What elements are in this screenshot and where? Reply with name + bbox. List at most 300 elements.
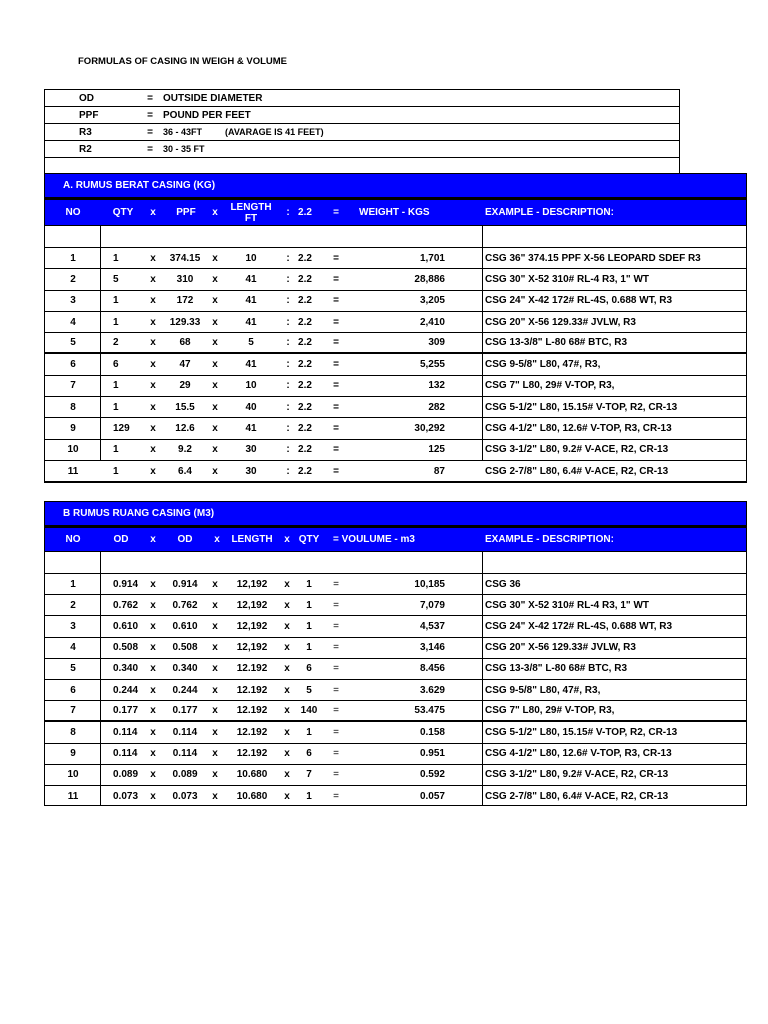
definition-equals: = xyxy=(147,126,153,138)
row-colon: : xyxy=(286,423,290,435)
row-description: CSG 36" 374.15 PPF X-56 LEOPARD SDEF R3 xyxy=(485,252,701,264)
row-x: x xyxy=(150,663,156,675)
row-x: x xyxy=(150,726,156,738)
row-description: CSG 9-5/8" L80, 47#, R3, xyxy=(485,684,601,696)
row-qty: 6 xyxy=(306,663,312,675)
definition-note xyxy=(225,90,385,106)
definition-abbr: R2 xyxy=(79,143,92,155)
row-x: x xyxy=(284,748,290,760)
row-divisor: 2.2 xyxy=(298,380,312,392)
row-od: 0.073 xyxy=(113,791,139,803)
row-equals: = xyxy=(333,444,339,456)
row-equals: = xyxy=(333,769,339,781)
row-colon: : xyxy=(286,380,290,392)
header-colon: : xyxy=(286,207,290,218)
row-equals: = xyxy=(333,663,339,675)
table-row xyxy=(45,355,746,376)
table-row xyxy=(45,680,746,701)
row-x: x xyxy=(212,705,218,717)
row-no: 5 xyxy=(70,337,76,349)
section-b-title-bar xyxy=(45,502,746,526)
row-equals: = xyxy=(333,705,339,717)
row-qty: 7 xyxy=(306,769,312,781)
row-colon: : xyxy=(286,316,290,328)
header-x: x xyxy=(214,534,220,545)
definition-meaning: 30 - 35 FT xyxy=(163,144,205,154)
row-description: CSG 24" X-42 172# RL-4S, 0.688 WT, R3 xyxy=(485,620,673,632)
row-x: x xyxy=(212,401,218,413)
row-colon: : xyxy=(286,273,290,285)
row-x: x xyxy=(212,748,218,760)
header-no: NO xyxy=(65,534,81,545)
row-ppf: 29 xyxy=(179,380,191,392)
header-length-line1: LENGTH xyxy=(230,201,272,213)
row-od: 0.762 xyxy=(172,599,198,611)
row-qty: 2 xyxy=(113,337,119,349)
row-divisor: 2.2 xyxy=(298,337,312,349)
row-x: x xyxy=(212,684,218,696)
row-x: x xyxy=(284,791,290,803)
row-length: 12,192 xyxy=(236,642,268,654)
row-description: CSG 3-1/2" L80, 9.2# V-ACE, R2, CR-13 xyxy=(485,769,669,781)
row-x: x xyxy=(150,620,156,632)
table-row xyxy=(45,269,746,290)
row-od: 0.914 xyxy=(113,578,139,590)
row-ppf: 129.33 xyxy=(169,316,201,328)
row-length: 12.192 xyxy=(236,748,268,760)
header-divisor: 2.2 xyxy=(298,207,312,218)
row-od: 0.089 xyxy=(113,769,139,781)
header-od: OD xyxy=(113,534,129,545)
row-volume: 10,185 xyxy=(414,578,445,590)
row-x: x xyxy=(212,316,218,328)
row-x: x xyxy=(212,359,218,371)
row-x: x xyxy=(212,465,218,477)
row-x: x xyxy=(212,620,218,632)
table-row xyxy=(45,461,746,482)
row-weight: 132 xyxy=(428,380,445,392)
row-no: 7 xyxy=(70,380,76,392)
row-length: 30 xyxy=(245,465,257,477)
row-equals: = xyxy=(333,273,339,285)
row-x: x xyxy=(150,337,156,349)
row-ppf: 6.4 xyxy=(178,465,192,477)
row-x: x xyxy=(284,578,290,590)
table-row xyxy=(45,638,746,659)
definition-row xyxy=(45,124,679,141)
row-x: x xyxy=(150,444,156,456)
definition-abbr: PPF xyxy=(79,109,99,121)
row-od: 0.089 xyxy=(172,769,198,781)
row-equals: = xyxy=(333,642,339,654)
row-qty: 1 xyxy=(113,444,119,456)
row-no: 4 xyxy=(70,642,76,654)
table-row xyxy=(45,786,746,807)
row-weight: 1,701 xyxy=(419,252,445,264)
row-divisor: 2.2 xyxy=(298,252,312,264)
row-volume: 4,537 xyxy=(419,620,445,632)
row-volume: 0.592 xyxy=(419,769,445,781)
row-length: 10.680 xyxy=(236,769,268,781)
row-equals: = xyxy=(333,316,339,328)
row-volume: 0.158 xyxy=(419,726,445,738)
row-x: x xyxy=(150,252,156,264)
row-divisor: 2.2 xyxy=(298,444,312,456)
header-qty: QTY xyxy=(112,207,134,218)
row-no: 8 xyxy=(70,401,76,413)
row-ppf: 15.5 xyxy=(175,401,195,413)
row-no: 8 xyxy=(70,726,76,738)
row-equals: = xyxy=(333,578,339,590)
definition-abbr: OD xyxy=(79,92,94,104)
row-x: x xyxy=(150,769,156,781)
row-description: CSG 3-1/2" L80, 9.2# V-ACE, R2, CR-13 xyxy=(485,444,669,456)
row-length: 5 xyxy=(248,337,254,349)
row-description: CSG 4-1/2" L80, 12.6# V-TOP, R3, CR-13 xyxy=(485,748,672,760)
row-x: x xyxy=(150,578,156,590)
row-od: 0.114 xyxy=(113,726,138,738)
section-a-header-row xyxy=(45,198,746,226)
row-length: 40 xyxy=(245,401,257,413)
header-length-line2: FT xyxy=(244,212,258,224)
row-qty: 1 xyxy=(306,578,312,590)
row-divisor: 2.2 xyxy=(298,273,312,285)
row-volume: 3.629 xyxy=(419,684,445,696)
row-length: 30 xyxy=(245,444,257,456)
row-x: x xyxy=(150,380,156,392)
row-x: x xyxy=(284,705,290,717)
row-equals: = xyxy=(333,748,339,760)
row-od: 0.610 xyxy=(172,620,198,632)
row-description: CSG 24" X-42 172# RL-4S, 0.688 WT, R3 xyxy=(485,295,673,307)
row-equals: = xyxy=(333,726,339,738)
row-equals: = xyxy=(333,359,339,371)
row-equals: = xyxy=(333,380,339,392)
row-no: 2 xyxy=(70,273,76,285)
row-x: x xyxy=(212,444,218,456)
row-no: 3 xyxy=(70,295,76,307)
header-qty: QTY xyxy=(298,534,320,545)
table-row xyxy=(45,440,746,461)
row-no: 2 xyxy=(70,599,76,611)
header-no: NO xyxy=(65,207,81,218)
row-length: 10 xyxy=(245,252,257,264)
row-no: 6 xyxy=(70,684,76,696)
row-x: x xyxy=(284,726,290,738)
row-x: x xyxy=(212,663,218,675)
row-divisor: 2.2 xyxy=(298,423,312,435)
section-a-title: A. RUMUS BERAT CASING (KG) xyxy=(63,180,216,191)
row-ppf: 9.2 xyxy=(178,444,192,456)
row-od: 0.073 xyxy=(172,791,198,803)
row-equals: = xyxy=(333,423,339,435)
row-ppf: 172 xyxy=(176,295,194,307)
row-no: 9 xyxy=(70,748,76,760)
section-b-header-row xyxy=(45,526,746,552)
row-no: 5 xyxy=(70,663,76,675)
definition-meaning: OUTSIDE DIAMETER xyxy=(163,92,263,104)
row-qty: 140 xyxy=(300,705,318,717)
row-x: x xyxy=(212,726,218,738)
table-row xyxy=(45,744,746,765)
row-ppf: 12.6 xyxy=(175,423,195,435)
row-x: x xyxy=(212,578,218,590)
row-volume: 0.057 xyxy=(419,791,445,803)
row-volume: 0.951 xyxy=(419,748,445,760)
row-qty: 1 xyxy=(113,380,119,392)
row-qty: 5 xyxy=(306,684,312,696)
row-description: CSG 2-7/8" L80, 6.4# V-ACE, R2, CR-13 xyxy=(485,465,669,477)
section-b-title: B RUMUS RUANG CASING (M3) xyxy=(63,508,215,519)
table-row xyxy=(45,574,746,595)
row-description: CSG 4-1/2" L80, 12.6# V-TOP, R3, CR-13 xyxy=(485,423,672,435)
row-description: CSG 36 xyxy=(485,578,521,590)
row-equals: = xyxy=(333,401,339,413)
header-x: x xyxy=(212,207,218,218)
row-description: CSG 9-5/8" L80, 47#, R3, xyxy=(485,359,601,371)
row-divisor: 2.2 xyxy=(298,316,312,328)
row-description: CSG 7" L80, 29# V-TOP, R3, xyxy=(485,705,615,717)
row-x: x xyxy=(212,337,218,349)
row-description: CSG 13-3/8" L-80 68# BTC, R3 xyxy=(485,337,628,349)
row-description: CSG 7" L80, 29# V-TOP, R3, xyxy=(485,380,615,392)
row-length: 41 xyxy=(245,423,257,435)
row-description: CSG 5-1/2" L80, 15.15# V-TOP, R2, CR-13 xyxy=(485,401,678,413)
table-row xyxy=(45,659,746,680)
row-length: 10 xyxy=(245,380,257,392)
row-weight: 3,205 xyxy=(419,295,445,307)
row-qty: 6 xyxy=(113,359,119,371)
row-x: x xyxy=(150,401,156,413)
row-x: x xyxy=(150,748,156,760)
row-qty: 1 xyxy=(306,642,312,654)
row-volume: 7,079 xyxy=(419,599,445,611)
row-divisor: 2.2 xyxy=(298,465,312,477)
row-ppf: 47 xyxy=(179,359,191,371)
row-x: x xyxy=(150,705,156,717)
definition-meaning: 36 - 43FT xyxy=(163,127,203,137)
row-ppf: 68 xyxy=(179,337,191,349)
row-qty: 1 xyxy=(113,401,119,413)
table-row xyxy=(45,291,746,312)
table-row xyxy=(45,418,746,439)
row-x: x xyxy=(150,316,156,328)
row-od: 0.114 xyxy=(113,748,138,760)
row-description: CSG 13-3/8" L-80 68# BTC, R3 xyxy=(485,663,628,675)
row-x: x xyxy=(284,684,290,696)
row-length: 12,192 xyxy=(236,578,268,590)
row-colon: : xyxy=(286,252,290,264)
row-x: x xyxy=(284,663,290,675)
row-description: CSG 20" X-56 129.33# JVLW, R3 xyxy=(485,642,636,654)
row-no: 10 xyxy=(67,769,79,781)
row-no: 7 xyxy=(70,705,76,717)
row-colon: : xyxy=(286,465,290,477)
row-x: x xyxy=(150,791,156,803)
table-row xyxy=(45,616,746,637)
weight-table xyxy=(44,173,747,483)
row-od: 0.244 xyxy=(113,684,139,696)
row-description: CSG 2-7/8" L80, 6.4# V-ACE, R2, CR-13 xyxy=(485,791,669,803)
section-a-title-bar xyxy=(45,174,746,198)
row-x: x xyxy=(212,295,218,307)
volume-table xyxy=(44,501,747,806)
row-x: x xyxy=(212,791,218,803)
row-ppf: 310 xyxy=(176,273,194,285)
row-no: 9 xyxy=(70,423,76,435)
row-no: 10 xyxy=(67,444,79,456)
row-weight: 87 xyxy=(433,465,445,477)
row-od: 0.508 xyxy=(172,642,198,654)
row-weight: 28,886 xyxy=(414,273,445,285)
table-row xyxy=(45,722,746,743)
row-colon: : xyxy=(286,295,290,307)
row-equals: = xyxy=(333,465,339,477)
row-length: 10.680 xyxy=(236,791,268,803)
row-volume: 3,146 xyxy=(419,642,445,654)
row-length: 41 xyxy=(245,295,257,307)
row-volume: 8.456 xyxy=(419,663,445,675)
row-divisor: 2.2 xyxy=(298,401,312,413)
row-x: x xyxy=(212,642,218,654)
table-row xyxy=(45,397,746,418)
row-length: 12,192 xyxy=(236,599,268,611)
row-no: 1 xyxy=(70,252,76,264)
table-row xyxy=(45,333,746,354)
definition-note: (AVARAGE IS 41 FEET) xyxy=(225,127,324,137)
row-x: x xyxy=(284,599,290,611)
row-qty: 1 xyxy=(306,791,312,803)
row-od: 0.914 xyxy=(172,578,198,590)
table-row xyxy=(45,701,746,722)
row-length: 41 xyxy=(245,316,257,328)
row-length: 12.192 xyxy=(236,663,268,675)
row-weight: 282 xyxy=(428,401,445,413)
row-x: x xyxy=(150,295,156,307)
row-length: 12.192 xyxy=(236,726,268,738)
row-qty: 1 xyxy=(113,252,119,264)
definition-equals: = xyxy=(147,109,153,121)
row-x: x xyxy=(284,642,290,654)
row-qty: 1 xyxy=(306,620,312,632)
row-no: 6 xyxy=(70,359,76,371)
header-ppf: PPF xyxy=(176,207,196,218)
definition-meaning: POUND PER FEET xyxy=(163,109,251,121)
row-qty: 1 xyxy=(306,726,312,738)
row-od: 0.610 xyxy=(113,620,139,632)
row-description: CSG 20" X-56 129.33# JVLW, R3 xyxy=(485,316,636,328)
header-x: x xyxy=(150,534,156,545)
row-x: x xyxy=(150,273,156,285)
row-equals: = xyxy=(333,684,339,696)
row-description: CSG 30" X-52 310# RL-4 R3, 1" WT xyxy=(485,599,649,611)
row-od: 0.340 xyxy=(113,663,139,675)
row-x: x xyxy=(150,599,156,611)
row-colon: : xyxy=(286,444,290,456)
row-od: 0.508 xyxy=(113,642,139,654)
row-x: x xyxy=(212,252,218,264)
row-divisor: 2.2 xyxy=(298,295,312,307)
header-od: OD xyxy=(177,534,193,545)
row-length: 41 xyxy=(245,273,257,285)
row-description: CSG 30" X-52 310# RL-4 R3, 1" WT xyxy=(485,273,649,285)
definition-equals: = xyxy=(147,143,153,155)
header-x: x xyxy=(150,207,156,218)
definition-row xyxy=(45,107,679,124)
definition-row xyxy=(45,141,679,158)
row-length: 12,192 xyxy=(236,620,268,632)
row-ppf: 374.15 xyxy=(169,252,201,264)
row-description: CSG 5-1/2" L80, 15.15# V-TOP, R2, CR-13 xyxy=(485,726,678,738)
row-volume: 53.475 xyxy=(414,705,445,717)
row-x: x xyxy=(150,642,156,654)
row-x: x xyxy=(150,423,156,435)
definitions-table xyxy=(44,89,680,174)
row-length: 41 xyxy=(245,359,257,371)
row-x: x xyxy=(284,620,290,632)
row-equals: = xyxy=(333,620,339,632)
header-volume: = VOULUME - m3 xyxy=(333,534,415,545)
row-divisor: 2.2 xyxy=(298,359,312,371)
table-row xyxy=(45,765,746,786)
table-row xyxy=(45,376,746,397)
row-od: 0.177 xyxy=(172,705,198,717)
definition-note xyxy=(225,107,385,123)
row-no: 3 xyxy=(70,620,76,632)
row-length: 12.192 xyxy=(236,684,268,696)
row-colon: : xyxy=(286,337,290,349)
section-a-spacer xyxy=(45,226,746,248)
header-equals: = xyxy=(333,207,339,218)
definition-abbr: R3 xyxy=(79,126,92,138)
row-equals: = xyxy=(333,295,339,307)
row-od: 0.762 xyxy=(113,599,139,611)
row-x: x xyxy=(284,769,290,781)
row-colon: : xyxy=(286,359,290,371)
row-x: x xyxy=(212,380,218,392)
row-qty: 129 xyxy=(113,423,130,435)
row-od: 0.244 xyxy=(172,684,198,696)
row-x: x xyxy=(212,769,218,781)
row-equals: = xyxy=(333,337,339,349)
row-x: x xyxy=(212,599,218,611)
row-od: 0.177 xyxy=(113,705,139,717)
row-qty: 6 xyxy=(306,748,312,760)
header-x: x xyxy=(284,534,290,545)
table-row xyxy=(45,595,746,616)
row-qty: 5 xyxy=(113,273,119,285)
row-od: 0.114 xyxy=(172,726,198,738)
row-no: 4 xyxy=(70,316,76,328)
definition-note xyxy=(225,141,385,157)
row-weight: 2,410 xyxy=(419,316,445,328)
row-x: x xyxy=(212,423,218,435)
section-b-spacer xyxy=(45,552,746,574)
row-qty: 1 xyxy=(113,316,119,328)
definition-row xyxy=(45,90,679,107)
row-qty: 1 xyxy=(113,465,119,477)
row-length: 12.192 xyxy=(236,705,268,717)
table-row xyxy=(45,312,746,333)
row-qty: 1 xyxy=(113,295,119,307)
definition-equals: = xyxy=(147,92,153,104)
row-weight: 309 xyxy=(428,337,445,349)
row-x: x xyxy=(150,684,156,696)
row-x: x xyxy=(150,465,156,477)
row-colon: : xyxy=(286,401,290,413)
row-equals: = xyxy=(333,252,339,264)
row-equals: = xyxy=(333,791,339,803)
